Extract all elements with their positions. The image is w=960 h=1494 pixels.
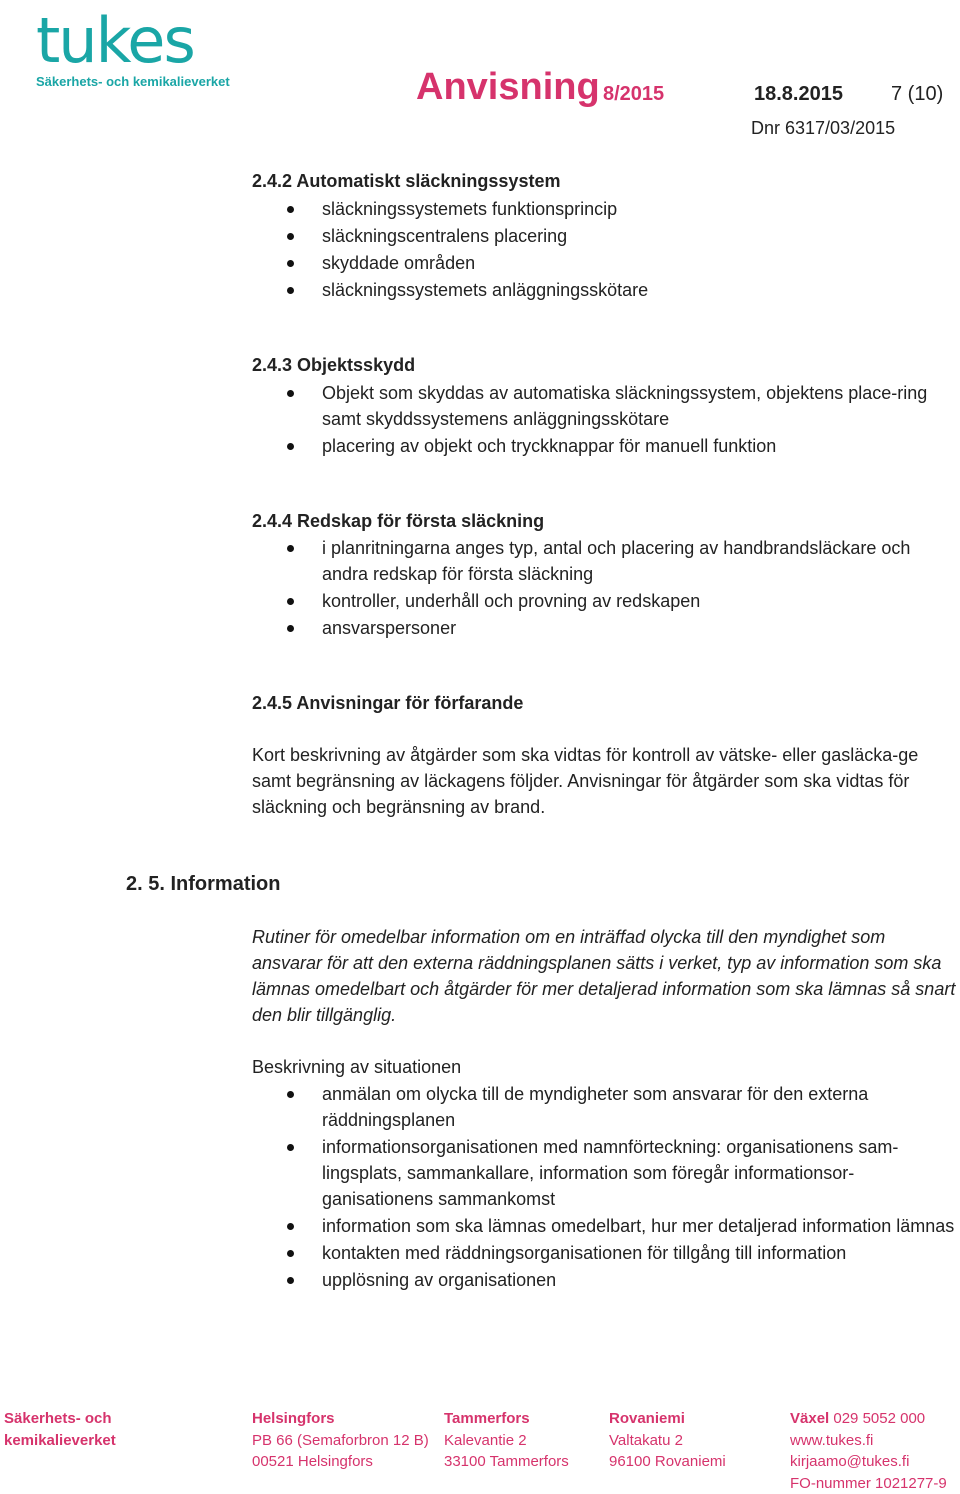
list-item: släckningssystemets anläggningsskötare <box>252 277 958 303</box>
document-number: 8/2015 <box>603 83 664 106</box>
tukes-logo <box>36 10 206 92</box>
document-type-title: Anvisning <box>416 66 600 109</box>
bullet-list-2-4-3 <box>252 380 958 460</box>
footer-helsingfors: Helsingfors PB 66 (Semaforbron 12 B) 00521 Helsingfors <box>252 1408 429 1473</box>
subheading-situation: Beskrivning av situationen <box>252 1054 958 1080</box>
footer-web-link[interactable]: www.tukes.fi <box>790 1430 947 1452</box>
bullet-dot-icon <box>287 390 294 397</box>
bullet-dot-icon <box>287 206 294 213</box>
list-item: ansvarspersoner <box>252 615 958 641</box>
bullet-dot-icon <box>287 545 294 552</box>
list-item: anmälan om olycka till de myndigheter som ansvarar för den externa räddningsplanen <box>252 1081 958 1133</box>
diary-number: Dnr 6317/03/2015 <box>751 118 895 139</box>
list-item: informationsorganisationen med namnförteckning: organisationens sam-lingsplats, sammankallare, information som föregår informationsor-ganisationens sammankomst <box>252 1134 958 1212</box>
document-date: 18.8.2015 <box>754 83 843 106</box>
bullet-dot-icon <box>287 1091 294 1098</box>
list-item: placering av objekt och tryckknappar för manuell funktion <box>252 433 958 459</box>
bullet-dot-icon <box>287 625 294 632</box>
list-item: släckningssystemets funktionsprincip <box>252 196 958 222</box>
bullet-list-2-5 <box>252 1081 958 1294</box>
section-heading-2-5: 2. 5. Information <box>126 873 280 896</box>
section-italic-paragraph-2-5: Rutiner för omedelbar information om en inträffad olycka till den myndighet som ansvarar för att den externa räddningsplanen sätts i verket, typ av information som ska lämnas omedelbart och åtgärder för mer detaljerad information som ska lämnas så snart den blir tillgänglig. <box>252 924 958 1028</box>
section-heading-2-4-2: 2.4.2 Automatiskt släckningssystem <box>252 171 560 192</box>
footer-phone: 029 5052 000 <box>833 1410 925 1427</box>
list-item: skyddade områden <box>252 250 958 276</box>
footer-org: Säkerhets- och kemikalieverket <box>4 1408 116 1451</box>
logo-wordmark: tukes <box>36 10 206 72</box>
bullet-dot-icon <box>287 233 294 240</box>
footer-tammerfors: Tammerfors Kalevantie 2 33100 Tammerfors <box>444 1408 569 1473</box>
footer-email-link[interactable]: kirjaamo@tukes.fi <box>790 1451 947 1473</box>
footer-rovaniemi: Rovaniemi Valtakatu 2 96100 Rovaniemi <box>609 1408 726 1473</box>
list-item: kontakten med räddningsorganisationen för tillgång till information <box>252 1240 958 1266</box>
bullet-dot-icon <box>287 1277 294 1284</box>
list-item: information som ska lämnas omedelbart, hur mer detaljerad information lämnas <box>252 1213 958 1239</box>
section-paragraph-2-4-5: Kort beskrivning av åtgärder som ska vidtas för kontroll av vätske- eller gasläcka-ge samt begränsning av läckagens följder. Anvisningar för åtgärder som ska vidtas för släckning och begränsning av brand. <box>252 742 958 820</box>
footer-contact <box>790 1408 947 1494</box>
page-indicator: 7 (10) <box>891 83 943 106</box>
page-footer <box>0 1408 960 1491</box>
list-item: kontroller, underhåll och provning av redskapen <box>252 588 958 614</box>
list-item: släckningscentralens placering <box>252 223 958 249</box>
section-heading-2-4-5: 2.4.5 Anvisningar för förfarande <box>252 693 523 714</box>
bullet-dot-icon <box>287 443 294 450</box>
section-heading-2-4-4: 2.4.4 Redskap för första släckning <box>252 511 544 532</box>
section-heading-2-4-3: 2.4.3 Objektsskydd <box>252 355 415 376</box>
bullet-dot-icon <box>287 287 294 294</box>
list-item: upplösning av organisationen <box>252 1267 958 1293</box>
bullet-list-2-4-4 <box>252 535 958 642</box>
bullet-dot-icon <box>287 260 294 267</box>
bullet-dot-icon <box>287 598 294 605</box>
bullet-dot-icon <box>287 1144 294 1151</box>
list-item: Objekt som skyddas av automatiska släckningssystem, objektens place-ring samt skyddssystemens anläggningsskötare <box>252 380 958 432</box>
bullet-dot-icon <box>287 1250 294 1257</box>
footer-vaxel-label: Växel <box>790 1410 829 1427</box>
footer-fo-number: FO-nummer 1021277-9 <box>790 1473 947 1494</box>
list-item: i planritningarna anges typ, antal och placering av handbrandsläckare och andra redskap för första släckning <box>252 535 958 587</box>
logo-tagline: Säkerhets- och kemikalieverket <box>36 74 206 89</box>
bullet-list-2-4-2 <box>252 196 958 304</box>
bullet-dot-icon <box>287 1223 294 1230</box>
